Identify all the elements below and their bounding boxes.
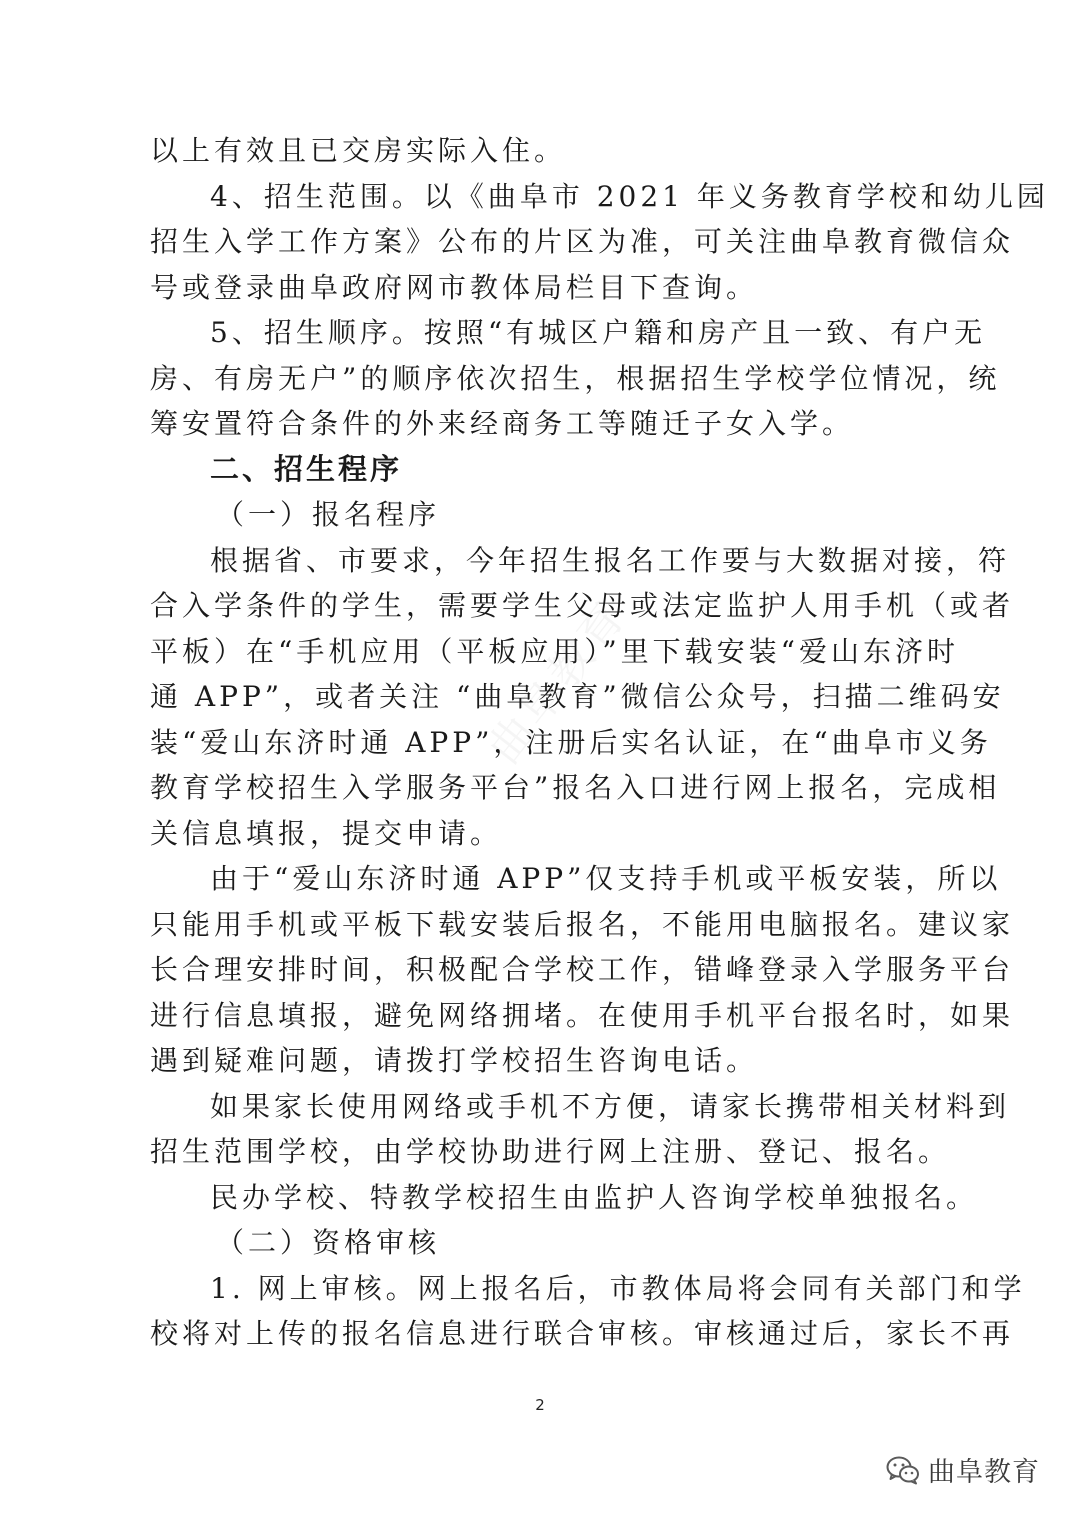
page-number: 2 [535,1396,545,1414]
watermark-text: 曲阜教育 [478,590,638,774]
text-line: 如果家长使用网络或手机不方便，请家长携带相关材料到 [210,1089,1011,1123]
text-line: 遇到疑难问题，请拨打学校招生咨询电话。 [150,1044,759,1077]
text-line: 民办学校、特教学校招生由监护人咨询学校单独报名。 [210,1180,979,1214]
text-line: 装“爱山东济时通 APP”，注册后实名认证，在“曲阜市义务 [150,725,992,759]
text-line: 教育学校招生入学服务平台”报名入口进行网上报名，完成相 [150,771,1001,804]
text-line: 通 APP”，或者关注 “曲阜教育”微信公众号，扫描二维码安 [150,680,1005,713]
text-line: 长合理安排时间，积极配合学校工作，错峰登录入学服务平台 [150,953,1015,986]
document-body [150,128,1049,1357]
text-line: 根据省、市要求，今年招生报名工作要与大数据对接，符 [210,543,1011,577]
text-line: 4、招生范围。以《曲阜市 2021 年义务教育学校和幼儿园 [210,179,1049,213]
text-line: 校将对上传的报名信息进行联合审核。审核通过后，家长不再 [150,1317,1015,1350]
text-line: 只能用手机或平板下载安装后报名，不能用电脑报名。建议家 [150,907,1015,941]
text-line: 招生范围学校，由学校协助进行网上注册、登记、报名。 [150,1135,951,1168]
text-line: 进行信息填报，避免网络拥堵。在使用手机平台报名时，如果 [150,998,1015,1032]
text-line: 招生入学工作方案》公布的片区为准，可关注曲阜教育微信众 [150,225,1015,258]
text-line: 筹安置符合条件的外来经商务工等随迁子女入学。 [150,407,855,440]
text-line: 号或登录曲阜政府网市教体局栏目下查询。 [150,270,759,304]
text-line: 平板）在“手机应用（平板应用）”里下载安装“爱山东济时 [150,634,959,668]
text-line: 以上有效且已交房实际入住。 [150,134,567,167]
text-line: 关信息填报，提交申请。 [150,816,503,850]
text-line: 1. 网上审核。网上报名后，市教体局将会同有关部门和学 [210,1271,1026,1305]
subsection-heading: （二）资格审核 [216,1226,441,1259]
account-badge [886,1450,1040,1489]
section-heading: 二、招生程序 [210,451,403,486]
text-line: 房、有房无户”的顺序依次招生，根据招生学校学位情况，统 [150,361,1001,395]
text-line: 由于“爱山东济时通 APP”仅支持手机或平板安装，所以 [210,862,1002,895]
wechat-icon [886,1455,920,1485]
subsection-heading: （一）报名程序 [216,498,441,531]
text-line: 合入学条件的学生，需要学生父母或法定监护人用手机（或者 [150,589,1015,622]
account-name: 曲阜教育 [928,1457,1040,1488]
text-line: 5、招生顺序。按照“有城区户籍和房产且一致、有户无 [210,316,987,349]
